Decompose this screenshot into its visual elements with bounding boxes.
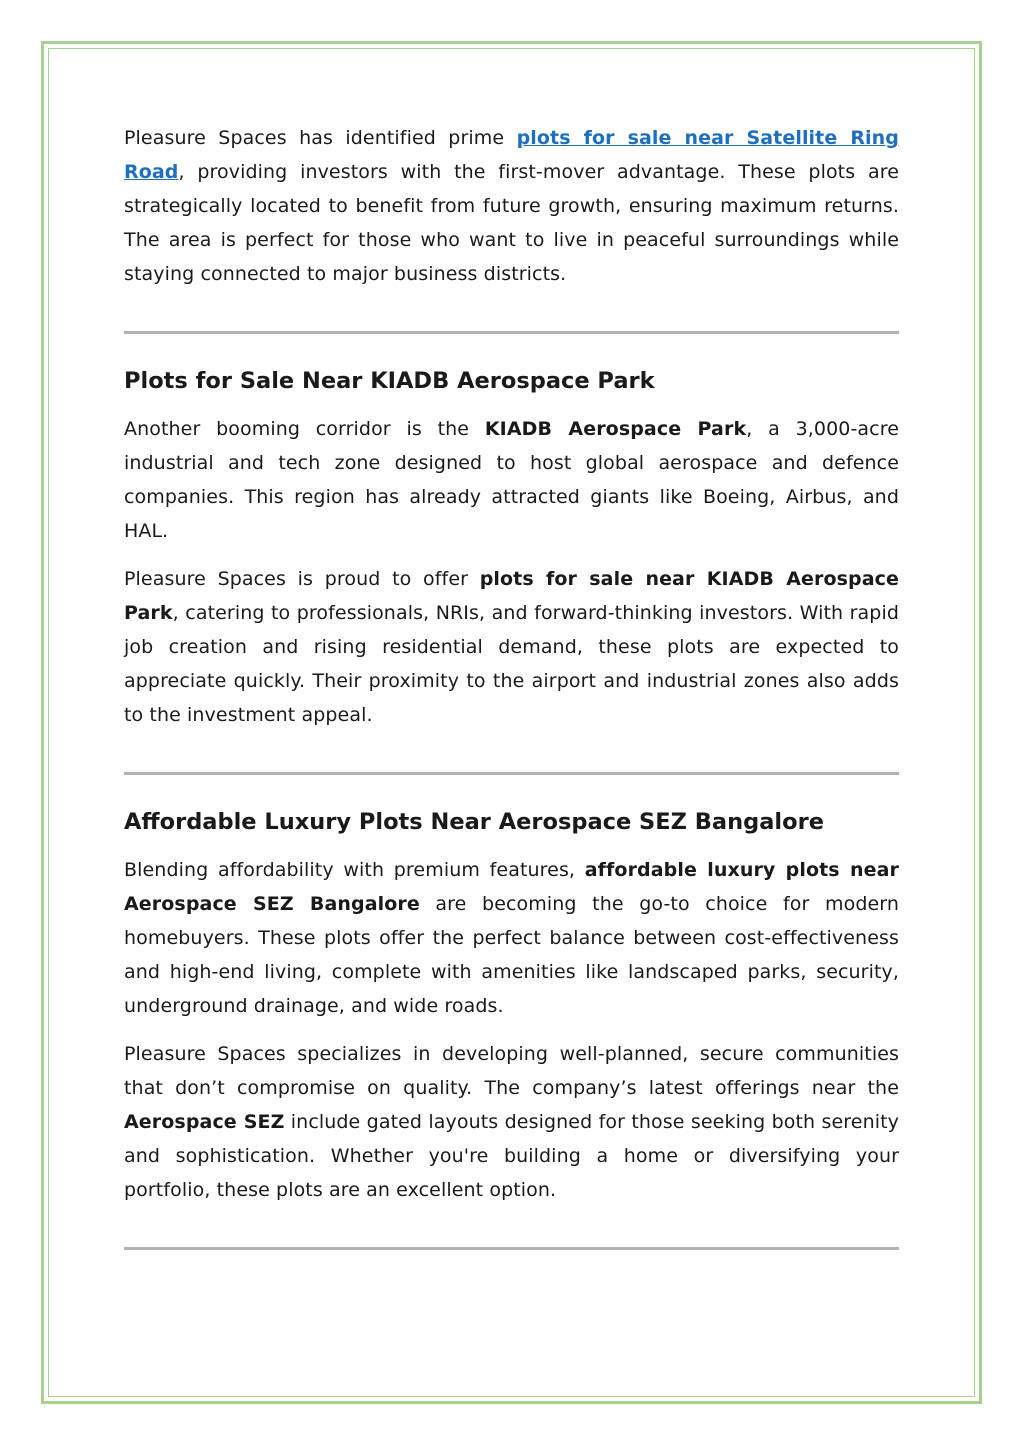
- document-body: [124, 121, 899, 1280]
- intro-paragraph: [124, 121, 899, 291]
- sez-p2-text-end: include gated layouts designed for those seeking both serenity and sophistication. Whether you're building a home or diversifying your portfolio, these plots are an excellent option.: [124, 1111, 899, 1201]
- kiadb-p2-text-end: , catering to professionals, NRIs, and forward-thinking investors. With rapid job creation and rising residential demand, these plots are expected to appreciate quickly. Their proximity to the airport and industrial zones also adds to the investment appeal.: [124, 602, 899, 726]
- kiadb-heading: Plots for Sale Near KIADB Aerospace Park: [124, 368, 655, 394]
- sez-p2-bold: Aerospace SEZ: [124, 1111, 285, 1133]
- section-divider: [124, 1247, 899, 1250]
- kiadb-p1-text-end: , a 3,000-acre industrial and tech zone designed to host global aerospace and defence companies. This region has already attracted giants like Boeing, Airbus, and HAL.: [124, 418, 900, 542]
- kiadb-p2-bold: plots for sale near KIADB Aerospace Park: [124, 568, 899, 624]
- sez-p1-text-start: Blending affordability with premium features,: [124, 859, 585, 881]
- section-divider: [124, 772, 899, 775]
- sez-paragraph-2: [124, 1037, 899, 1207]
- sez-p1-bold: affordable luxury plots near Aerospace SEZ Bangalore: [124, 859, 899, 915]
- sez-paragraph-1: [124, 853, 899, 1023]
- sez-heading: Affordable Luxury Plots Near Aerospace SEZ Bangalore: [124, 809, 824, 835]
- intro-text-end: , providing investors with the first-mover advantage. These plots are strategically located to benefit from future growth, ensuring maximum returns. The area is perfect for those who want to live in peaceful surroundings while staying connected to major business districts.: [124, 161, 899, 285]
- sez-p1-text-end: are becoming the go-to choice for modern homebuyers. These plots offer the perfect balance between cost-effectiveness and high-end living, complete with amenities like landscaped parks, security, underground drainage, and wide roads.: [124, 893, 899, 1017]
- kiadb-p1-text-start: Another booming corridor is the: [124, 418, 485, 440]
- section-divider: [124, 331, 899, 334]
- sez-p2-text-start: Pleasure Spaces specializes in developing well-planned, secure communities that don’t compromise on quality. The company’s latest offerings near the: [124, 1043, 899, 1099]
- intro-text-start: Pleasure Spaces has identified prime: [124, 127, 517, 149]
- kiadb-p1-bold: KIADB Aerospace Park: [484, 418, 747, 440]
- kiadb-paragraph-1: [124, 412, 899, 548]
- kiadb-paragraph-2: [124, 562, 899, 732]
- kiadb-p2-text-start: Pleasure Spaces is proud to offer: [124, 568, 480, 590]
- satellite-ring-road-link[interactable]: plots for sale near Satellite Ring Road: [124, 127, 899, 183]
